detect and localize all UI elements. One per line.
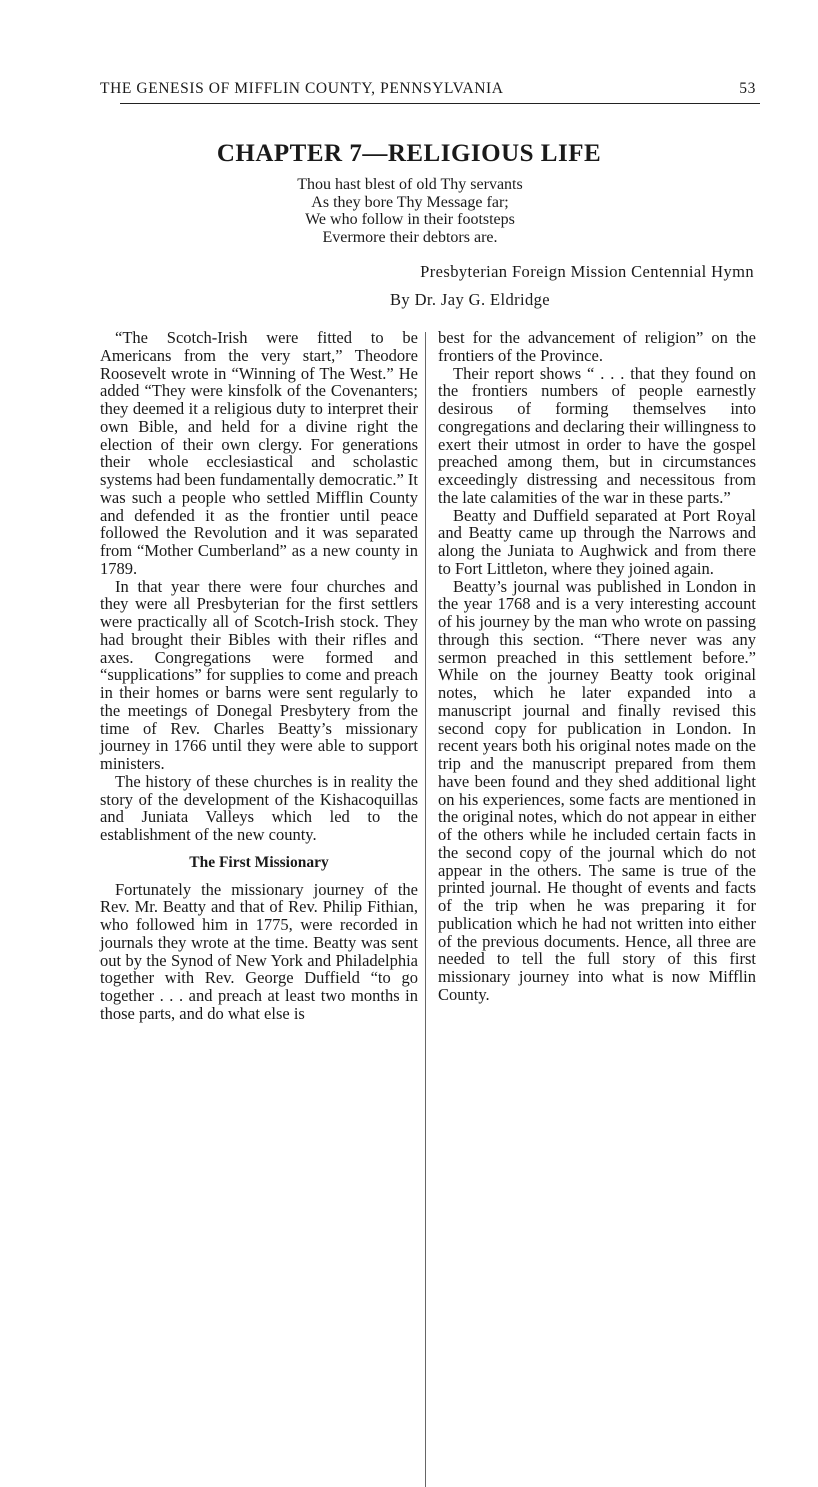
epigraph-source: Presbyterian Foreign Mission Centennial Hymn (420, 262, 754, 281)
epigraph-line: We who follow in their footsteps (305, 211, 515, 228)
column-divider (425, 332, 426, 1487)
epigraph-author: By Dr. Jay G. Eldridge (390, 290, 551, 309)
epigraph (190, 176, 630, 246)
page-number: 53 (739, 80, 756, 97)
paragraph: Fortunately the missionary journey of the Rev. Mr. Beatty and that of Rev. Philip Fithian, who followed him in 1775, were recorded in journals they wrote at the time. Beatty was sent out by the Synod of New York and Philadelphia together with Rev. George Duffield “to go together . . . and preach at least two months in those parts, and do what else is (100, 879, 418, 1023)
running-head-title: THE GENESIS OF MIFFLIN COUNTY, PENNSYLVANIA (100, 80, 504, 97)
epigraph-line: Thou hast blest of old Thy servants (297, 176, 523, 193)
header-rule (120, 103, 760, 104)
section-subheading: The First Missionary (189, 853, 329, 871)
running-head (100, 80, 756, 98)
paragraph: “The Scotch-Irish were fitted to be Americans from the very start,” Theodore Roosevelt wrote in “Winning of The West.” He added “They were kinsfolk of the Covenanters; they deemed it a religious duty to interpret their own Bible, and held for a divine right the election of their own clergy. For generations their whole ecclesiastical and scholastic systems had been fundamentally democratic.” It was such a people who settled Mifflin County and defended it as the frontier until peace followed the Revolution and it was separated from “Mother Cumberland” as a new county in 1789. (100, 328, 418, 578)
paragraph: Their report shows “ . . . that they found on the frontiers numbers of people earnestly desirous of forming themselves into congregations and declaring their willingness to exert their utmost in order to have the gospel preached among them, but in circumstances exceedingly distressing and necessitous from the late calamities of the war in these parts.” (438, 363, 756, 507)
chapter-title: CHAPTER 7—RELIGIOUS LIFE (216, 140, 602, 167)
paragraph: In that year there were four churches and they were all Presbyterian for the first settlers were practically all of Scotch-Irish stock. They had brought their Bibles with their rifles and axes. Congregations were formed and “supplications” for supplies to come and preach in their homes or barns were sent regularly to the meetings of Donegal Presbytery from the time of Rev. Charles Beatty’s missionary journey in 1766 until they were able to support ministers. (100, 576, 418, 773)
right-column (438, 329, 756, 1004)
paragraph-continuation: best for the advancement of religion” on the frontiers of the Province. (438, 328, 756, 365)
paragraph: The history of these churches is in reality the story of the development of the Kishacoquillas and Juniata Valleys which led to the establishment of the new county. (100, 771, 418, 844)
epigraph-line: As they bore Thy Message far; (311, 193, 509, 211)
paragraph: Beatty’s journal was published in London in the year 1768 and is a very interesting account of his journey by the man who wrote on passing through this section. “There never was any sermon preached in this settlement before.” While on the journey Beatty took original notes, which he later expanded into a manuscript journal and finally revised this second copy for publication in London. In recent years both his original notes made on the trip and the manuscript prepared from them have been found and they shed additional light on his experiences, some facts are mentioned in the original notes, which do not appear in either of the others while he included certain facts in the second copy of the journal which do not appear in the others. The same is true of the printed journal. He thought of events and facts of the trip when he was preparing it for publication which he had not written into either of the previous documents. Hence, all three are needed to tell the full story of this first missionary journey into what is now Mifflin County. (438, 576, 756, 1004)
paragraph: Beatty and Duffield separated at Port Royal and Beatty came up through the Narrows and along the Juniata to Aughwick and from there to Fort Littleton, where they joined again. (438, 505, 756, 578)
epigraph-line: Evermore their debtors are. (322, 228, 498, 246)
left-column (100, 329, 418, 1023)
